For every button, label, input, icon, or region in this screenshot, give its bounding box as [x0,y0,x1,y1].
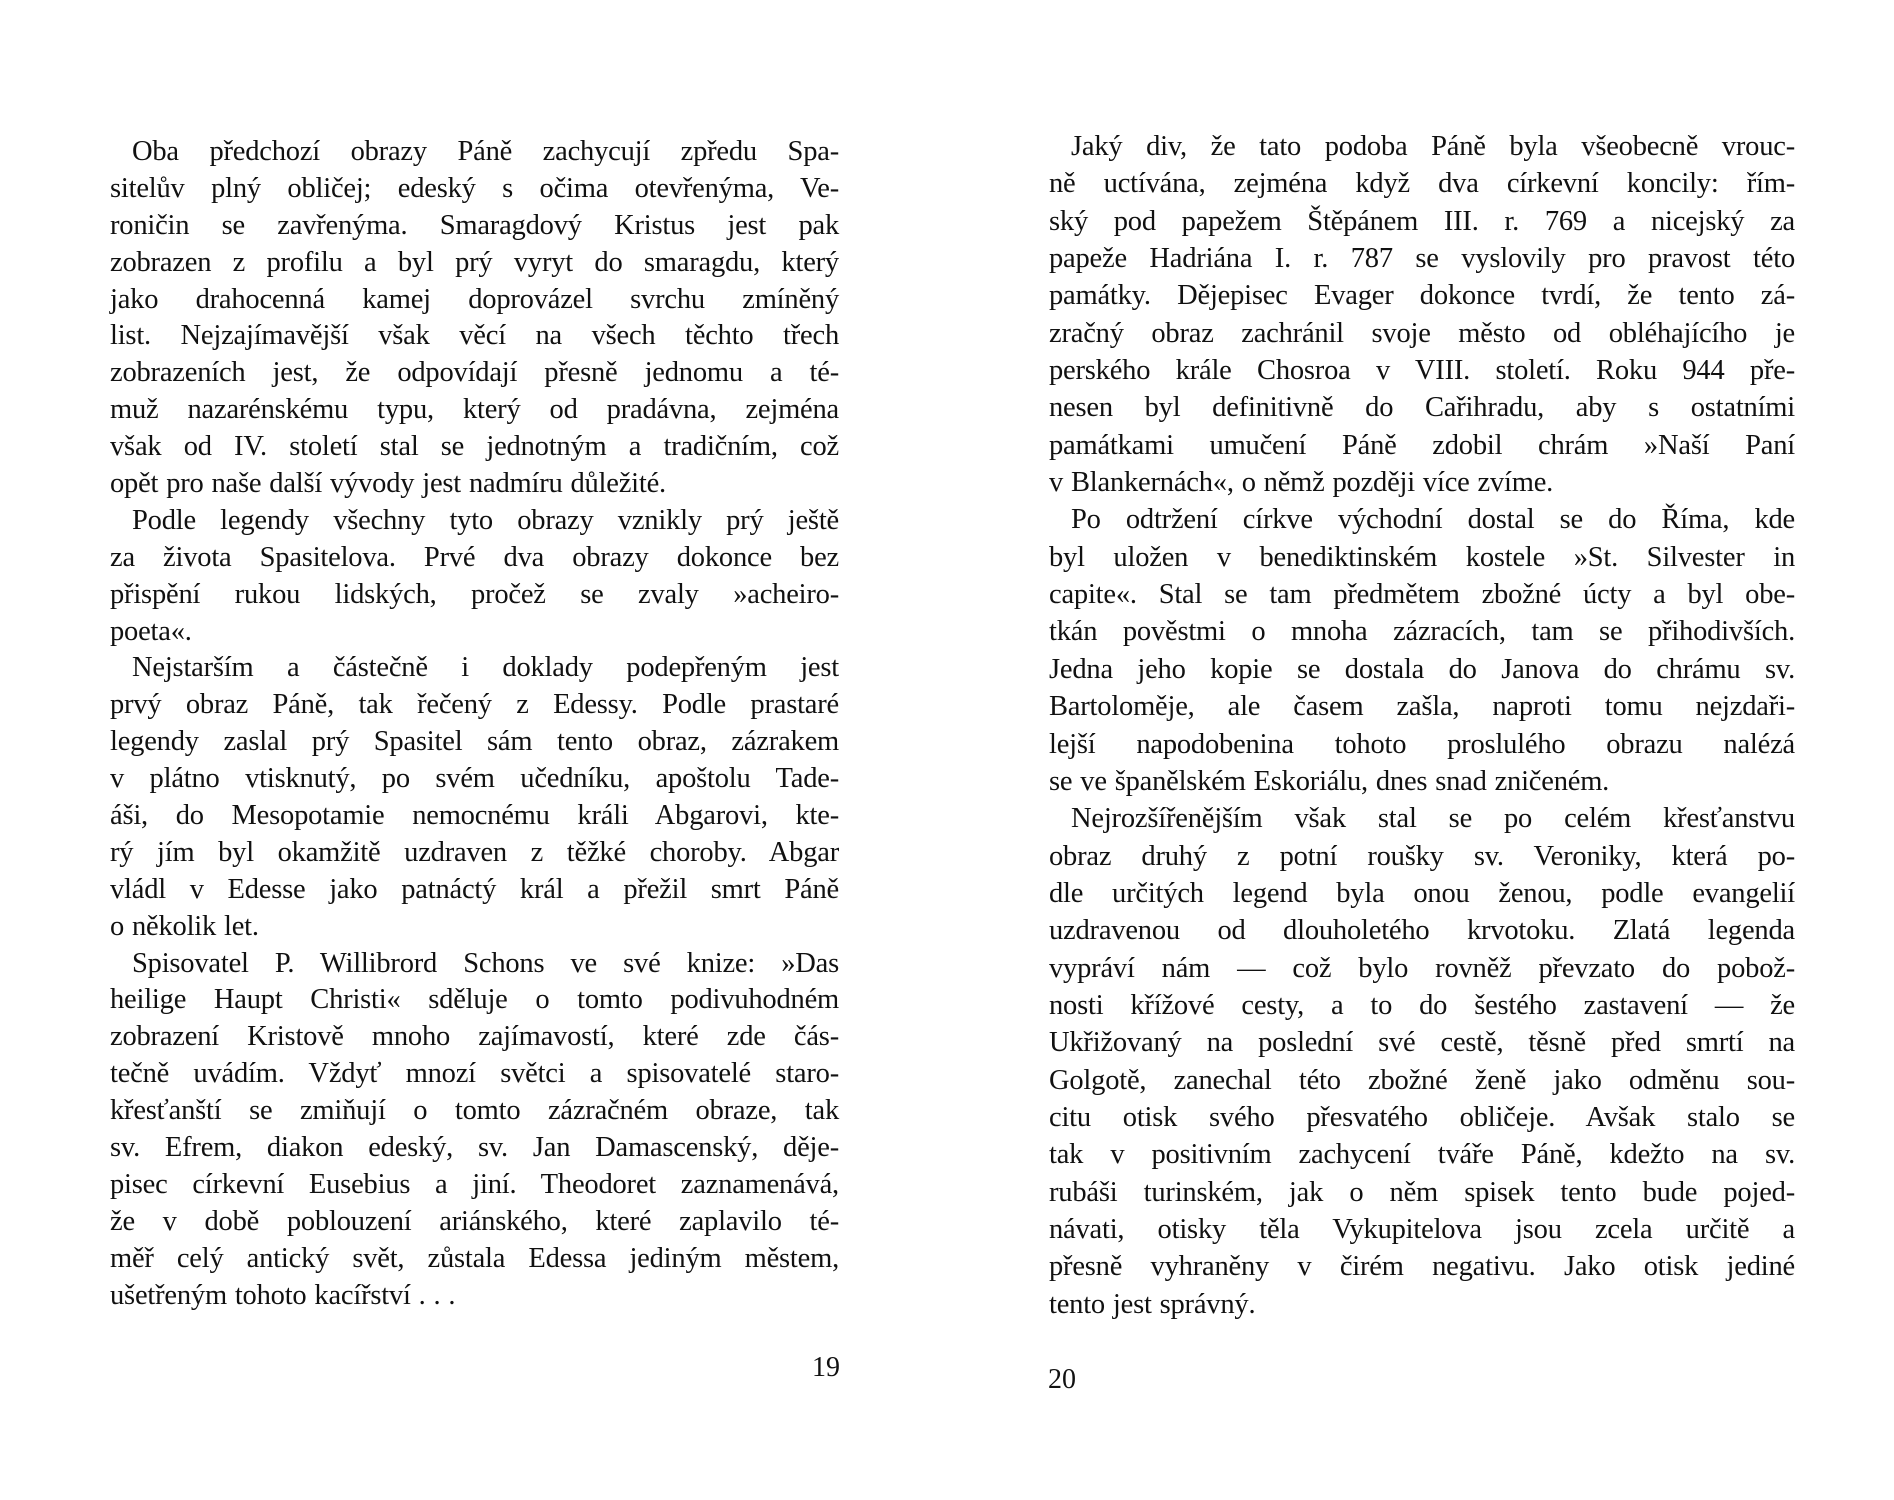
text-line: ně uctívána, zejména když dva církevní koncily: řím- [1049,168,1795,200]
text-line: vypráví nám — což bylo rovněž převzato do pobož- [1049,952,1795,984]
page-number-left: 19 [812,1352,840,1383]
paragraph [110,134,839,503]
text-line: poeta«. [110,615,192,647]
text-line: památkami umučení Páně zdobil chrám »Naší Paní [1049,429,1795,461]
text-line: jako drahocenná kamej doprovázel svrchu zmíněný [110,283,839,315]
text-line: roničin se zavřenýma. Smaragdový Kristus jest pak [110,209,839,241]
text-line: lejší napodobenina tohoto proslulého obrazu nalézá [1049,728,1795,760]
text-line: muž nazarénskému typu, který od pradávna, zejména [110,394,839,426]
text-line: tkán pověstmi o mnoha zázracích, tam se přihodivších. [1049,616,1795,648]
paragraph [1049,128,1795,501]
text-line: křesťanští se zmiňují o tomto zázračném obraze, tak [110,1095,839,1127]
text-line: sitelův plný obličej; edeský s očima otevřenýma, Ve- [110,172,839,204]
text-line: dle určitých legend byla onou ženou, podle evangelií [1049,877,1795,909]
text-line: nosti křížové cesty, a to do šestého zastavení — že [1049,989,1795,1021]
text-line: prvý obraz Páně, tak řečený z Edessy. Podle prastaré [110,689,839,721]
text-line: uzdravenou od dlouholetého krvotoku. Zlatá legenda [1049,915,1795,947]
text-line: v Blankernách«, o němž později více zvíme. [1049,467,1554,499]
text-line: capite«. Stal se tam předmětem zbožné úcty a byl obe- [1049,579,1795,611]
text-line: za života Spasitelova. Prvé dva obrazy dokonce bez [110,541,839,573]
text-line: citu otisk svého přesvatého obličeje. Avšak stalo se [1049,1101,1795,1133]
text-line: že v době poblouzení ariánského, které zaplavilo té- [110,1205,839,1237]
text-line: Spisovatel P. Willibrord Schons ve své knize: »Das [132,947,839,979]
page-number-right: 20 [1048,1364,1076,1395]
text-line: ušetřeným tohoto kacířství . . . [110,1279,456,1311]
text-line: Jedna jeho kopie se dostala do Janova do chrámu sv. [1049,653,1795,685]
text-line: tečně uvádím. Vždyť mnozí světci a spisovatelé staro- [110,1058,839,1090]
paragraph [110,650,839,945]
text-line: zobrazen z profilu a byl prý vyryt do smaragdu, který [110,246,839,278]
right-page [947,0,1894,1500]
text-line: heilige Haupt Christi« sděluje o tomto podivuhodném [110,984,839,1016]
text-line: však od IV. století stal se jednotným a tradičním, což [110,431,839,463]
text-line: přesně vyhraněny v čirém negativu. Jako otisk jediné [1049,1251,1795,1283]
text-line: rý jím byl okamžitě uzdraven z těžké choroby. Abgar [110,836,839,868]
right-page-text-column [1049,128,1795,1323]
paragraph [110,946,839,1315]
text-line: byl uložen v benediktinském kostele »St. Silvester in [1049,541,1795,573]
text-line: opět pro naše další vývody jest nadmíru důležité. [110,468,666,500]
text-line: vládl v Edesse jako patnáctý král a přežil smrt Páně [110,873,839,905]
paragraph [110,503,839,651]
text-line: Nejrozšířenějším však stal se po celém křesťanstvu [1071,803,1795,835]
text-line: měř celý antický svět, zůstala Edessa jediným městem, [110,1242,839,1274]
text-line: zračný obraz zachránil svoje město od obléhajícího je [1049,317,1795,349]
text-line: Bartoloměje, ale časem zašla, naproti tomu nejzdaři- [1049,691,1795,723]
text-line: nesen byl definitivně do Cařihradu, aby s ostatními [1049,392,1795,424]
text-line: památky. Dějepisec Evager dokonce tvrdí, že tento zá- [1049,280,1795,312]
text-line: návati, otisky těla Vykupitelova jsou zcela určitě a [1049,1213,1795,1245]
text-line: přispění rukou lidských, pročež se zvaly »acheiro- [110,578,839,610]
text-line: o několik let. [110,910,259,942]
text-line: Nejstarším a částečně i doklady podepřeným jest [132,652,839,684]
text-line: se ve španělském Eskoriálu, dnes snad zničeném. [1049,765,1610,797]
text-line: rubáši turinském, jak o něm spisek tento bude pojed- [1049,1176,1795,1208]
paragraph [1049,800,1795,1323]
text-line: legendy zaslal prý Spasitel sám tento obraz, zázrakem [110,726,839,758]
text-line: list. Nejzajímavější však věcí na všech těchto třech [110,320,839,352]
text-line: Ukřižovaný na poslední své cestě, těsně před smrtí na [1049,1027,1795,1059]
text-line: Oba předchozí obrazy Páně zachycují zpředu Spa- [132,136,839,167]
text-line: tak v positivním zachycení tváře Páně, kdežto na sv. [1049,1139,1795,1171]
text-line: Jaký div, že tato podoba Páně byla všeobecně vrouc- [1071,131,1795,162]
text-line: áši, do Mesopotamie nemocnému králi Abgarovi, kte- [110,800,839,832]
text-line: zobrazení Kristově mnoho zajímavostí, které zde čás- [110,1021,839,1053]
text-line: Golgotě, zanechal této zbožné ženě jako odměnu sou- [1049,1064,1795,1096]
text-line: ský pod papežem Štěpánem III. r. 769 a nicejský za [1049,205,1795,237]
left-page-text-column [110,134,839,1315]
text-line: Podle legendy všechny tyto obrazy vznikly prý ještě [132,504,839,536]
text-line: pisec církevní Eusebius a jiní. Theodoret zaznamenává, [110,1168,839,1200]
text-line: v plátno vtisknutý, po svém učedníku, apoštolu Tade- [110,763,839,795]
text-line: papeže Hadriána I. r. 787 se vyslovily pro pravost této [1049,243,1795,275]
text-line: tento jest správný. [1049,1288,1256,1320]
text-line: sv. Efrem, diakon edeský, sv. Jan Damascenský, děje- [110,1132,839,1164]
text-line: obraz druhý z potní roušky sv. Veroniky, která po- [1049,840,1795,872]
text-line: perského krále Chosroa v VIII. století. Roku 944 pře- [1049,355,1795,387]
text-line: zobrazeních jest, že odpovídají přesně jednomu a té- [110,357,839,389]
paragraph [1049,501,1795,800]
text-line: Po odtržení církve východní dostal se do Říma, kde [1071,504,1795,536]
